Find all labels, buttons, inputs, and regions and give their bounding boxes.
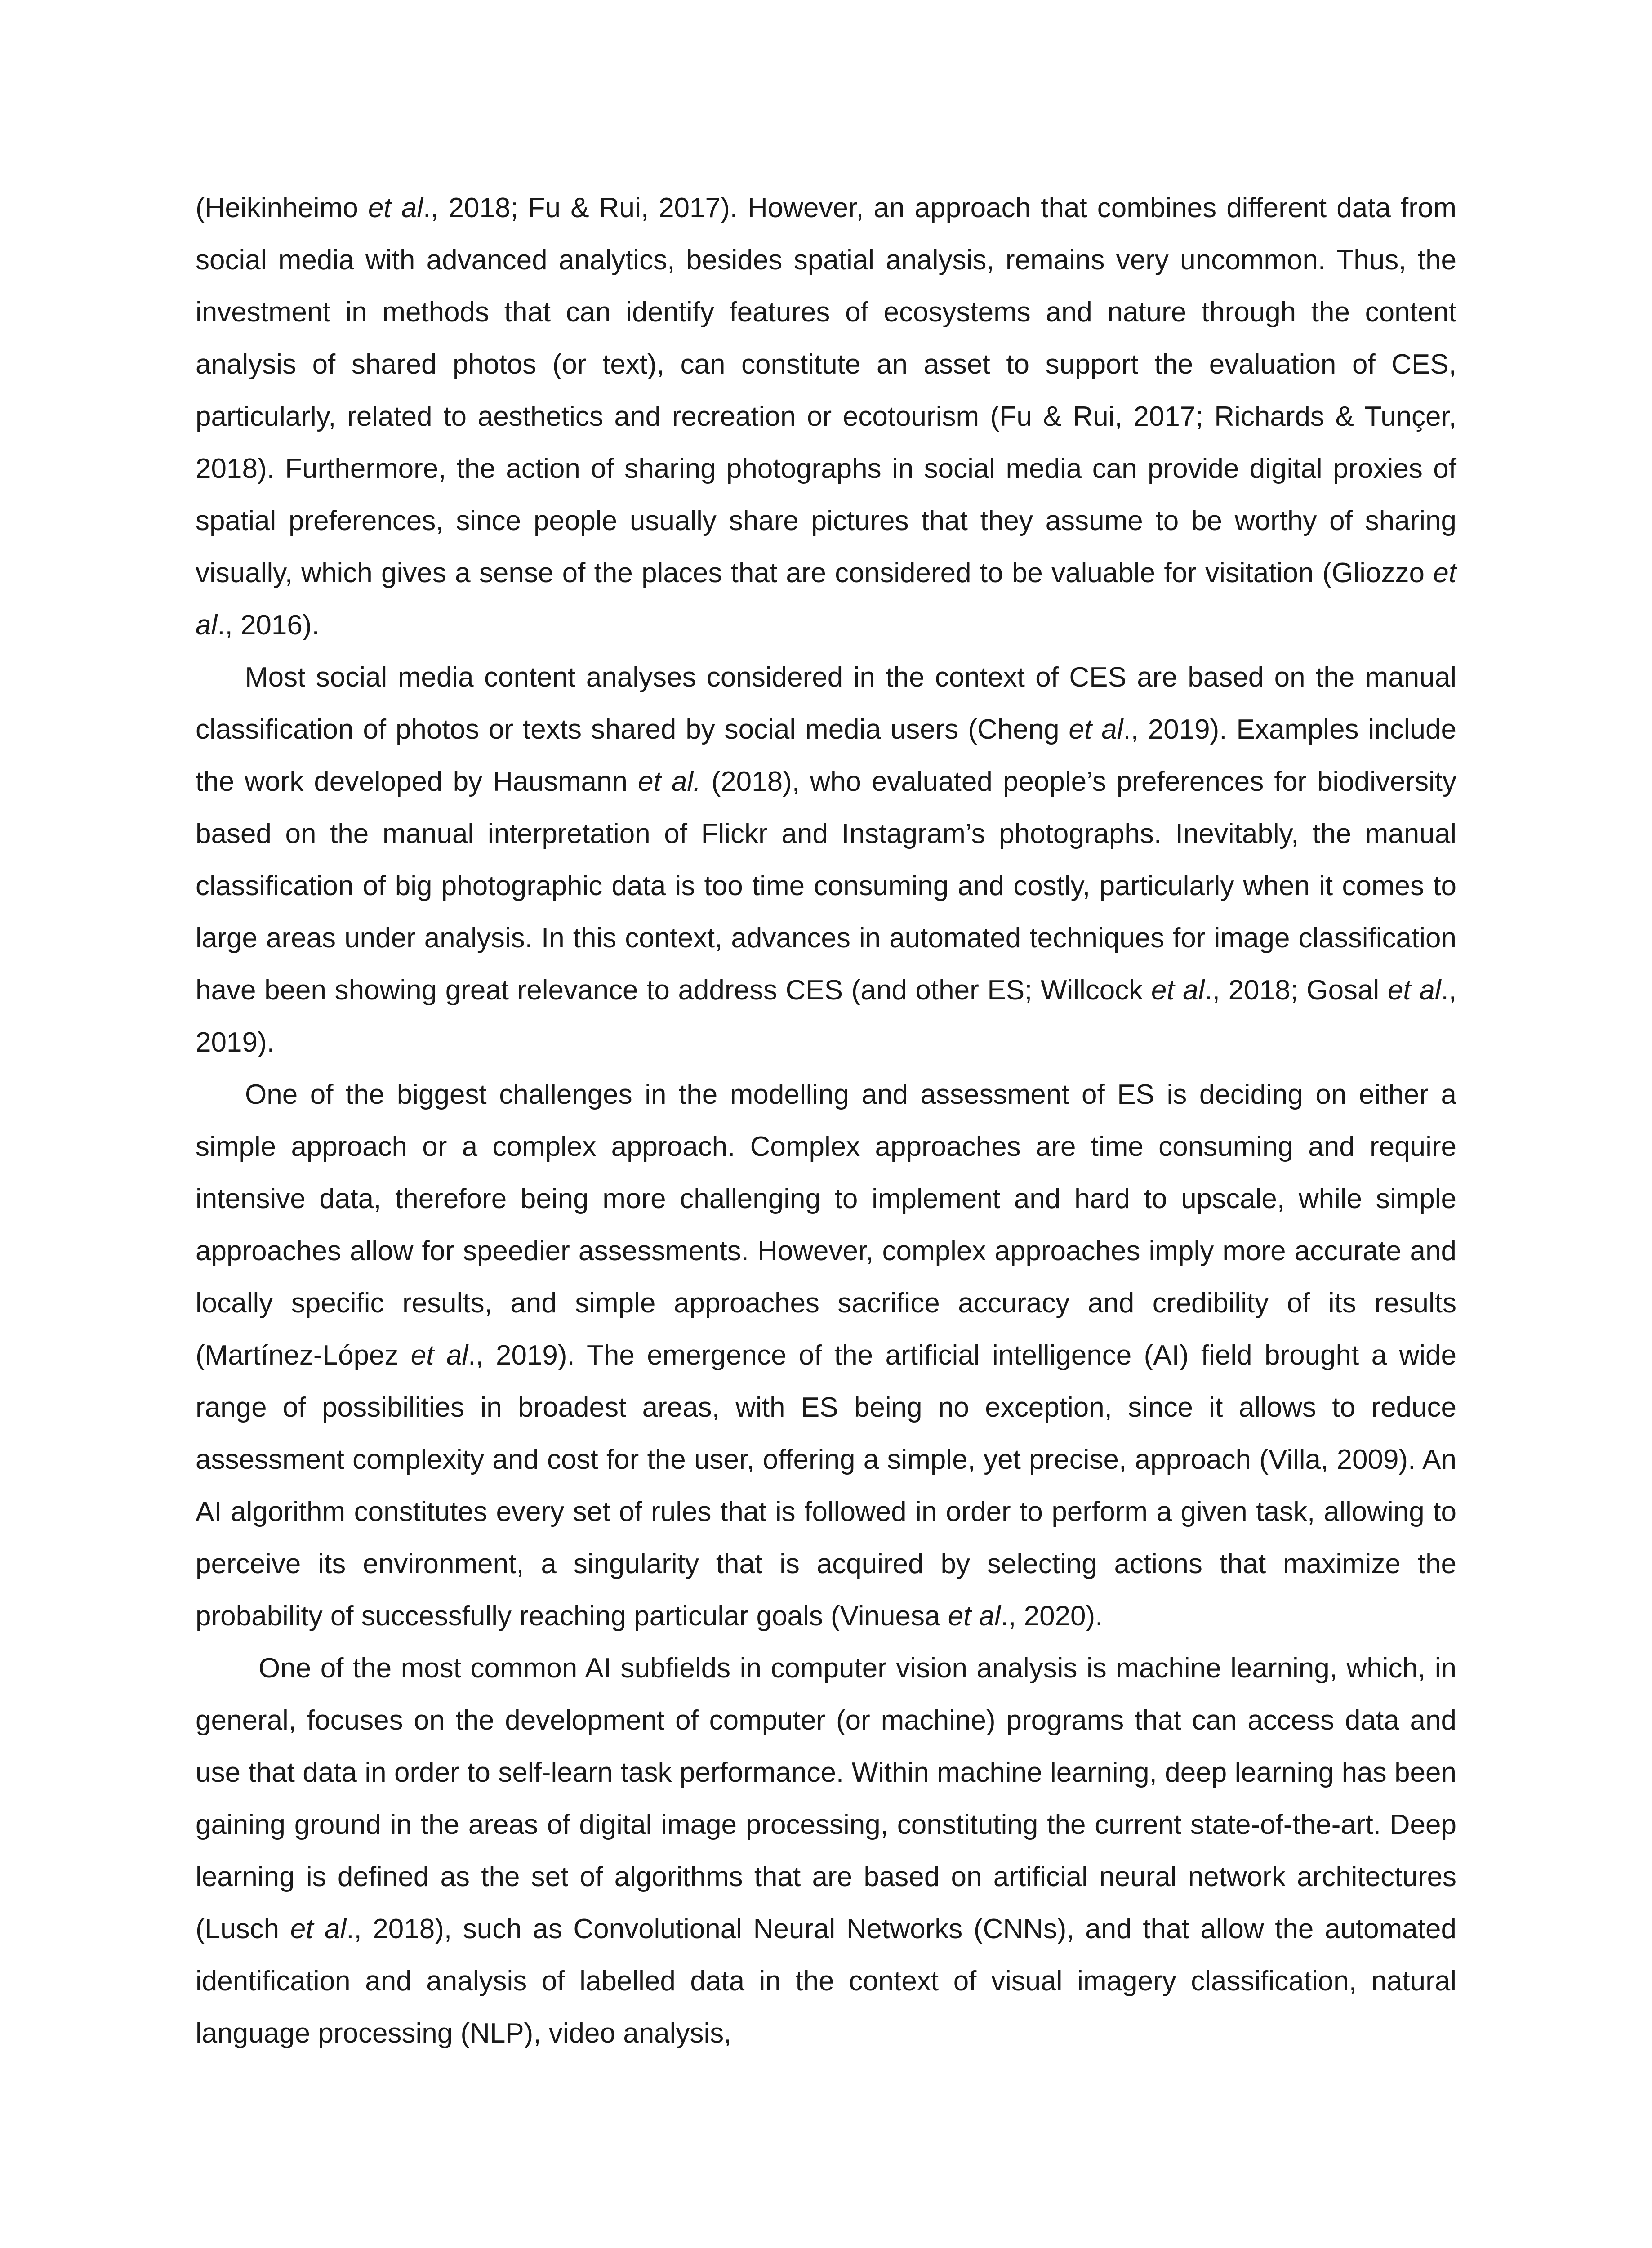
- italic-text-run: et al: [1151, 975, 1205, 1006]
- italic-text-run: et al: [368, 192, 423, 223]
- paragraph-4: [196, 1642, 1456, 2060]
- italic-text-run: et al.: [638, 766, 701, 797]
- italic-text-run: et al: [410, 1340, 468, 1371]
- text-run: ., 2018; Gosal: [1204, 975, 1388, 1006]
- text-run: One of the most common AI subfields in computer vision analysis is machine learning, which, in general, focuses on the development of computer (or machine) programs that can access data and use that data in order to self-learn task performance. Within machine learning, deep learning has been gaining ground in the areas of digital image processing, constituting the current state-of-the-art. Deep learning is defined as the set of algorithms that are based on artificial neural network architectures (Lusch: [196, 1653, 1456, 1945]
- text-run: ., 2019). Examples include the work developed by Hausmann: [196, 714, 1456, 797]
- text-run: ., 2020).: [1000, 1601, 1103, 1632]
- italic-text-run: et al: [1387, 975, 1441, 1006]
- text-run: One of the biggest challenges in the modelling and assessment of ES is deciding on either a simple approach or a complex approach. Complex approaches are time consuming and require intensive data, therefore being more challenging to implement and hard to upscale, while simple approaches allow for speedier assessments. However, complex approaches imply more accurate and locally specific results, and simple approaches sacrifice accuracy and credibility of its results (Martínez-López: [196, 1079, 1456, 1371]
- text-run: (Heikinheimo: [196, 192, 368, 223]
- italic-text-run: et al: [1069, 714, 1123, 745]
- italic-text-run: et al: [948, 1601, 1001, 1632]
- paragraph-2: [196, 651, 1456, 1069]
- text-run: ., 2018), such as Convolutional Neural Networks (CNNs), and that allow the automated identification and analysis of labelled data in the context of visual imagery classification, natural language processing (NLP), video analysis,: [196, 1913, 1456, 2049]
- paragraph-3: [196, 1069, 1456, 1642]
- text-run: ., 2018; Fu & Rui, 2017). However, an approach that combines different data from social media with advanced analytics, besides spatial analysis, remains very uncommon. Thus, the investment in methods that can identify features of ecosystems and nature through the content analysis of shared photos (or text), can constitute an asset to support the evaluation of CES, particularly, related to aesthetics and recreation or ecotourism (Fu & Rui, 2017; Richards & Tunçer, 2018). Furthermore, the action of sharing photographs in social media can provide digital proxies of spatial preferences, since people usually share pictures that they assume to be worthy of sharing visually, which gives a sense of the places that are considered to be valuable for visitation (Gliozzo: [196, 192, 1456, 589]
- text-run: ., 2019). The emergence of the artificial intelligence (AI) field brought a wide range of possibilities in broadest areas, with ES being no exception, since it allows to reduce assessment complexity and cost for the user, offering a simple, yet precise, approach (Villa, 2009). An AI algorithm constitutes every set of rules that is followed in order to perform a given task, allowing to perceive its environment, a singularity that is acquired by selecting actions that maximize the probability of successfully reaching particular goals (Vinuesa: [196, 1340, 1456, 1632]
- paragraph-1: [196, 182, 1456, 651]
- text-run: ., 2019).: [196, 975, 1456, 1058]
- italic-text-run: et al: [290, 1913, 347, 1945]
- text-run: (2018), who evaluated people’s preferences for biodiversity based on the manual interpretation of Flickr and Instagram’s photographs. Inevitably, the manual classification of big photographic data is too time consuming and costly, particularly when it comes to large areas under analysis. In this context, advances in automated techniques for image classification have been showing great relevance to address CES (and other ES; Willcock: [196, 766, 1456, 1006]
- body-text: [196, 182, 1456, 2060]
- text-run: ., 2016).: [217, 610, 320, 641]
- italic-text-run: et al: [196, 558, 1456, 641]
- text-run: Most social media content analyses considered in the context of CES are based on the manual classification of photos or texts shared by social media users (Cheng: [196, 662, 1456, 745]
